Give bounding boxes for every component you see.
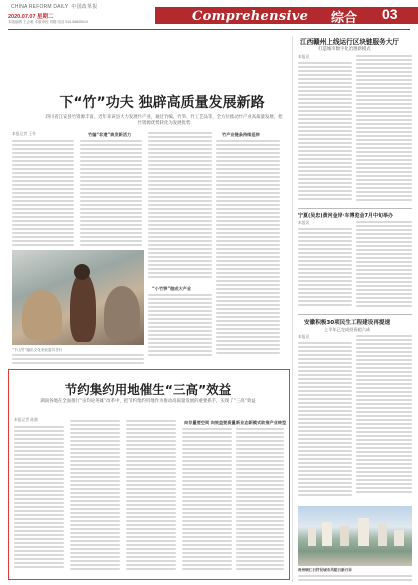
feature-column-1 (14, 426, 64, 574)
right-story-3-headline: 安徽积极30项民生工程建设再提速 (304, 320, 391, 326)
photo-building (394, 530, 404, 546)
photo-building (322, 522, 332, 546)
right-story-3-deck: 上半年已完成投资超六成 (324, 327, 371, 332)
photo-building (340, 526, 349, 546)
photo-background-crowd (22, 290, 62, 340)
right-photo-caption-text (298, 575, 412, 581)
page-number: 03 (382, 6, 398, 22)
editor-meta: 本版编辑 王会聪 本版审校 刘晓 电话 010-56805010 (8, 20, 88, 24)
feature-headline: 节约集约用地催生“三高”效益 (64, 382, 232, 397)
section-name-cn: 综合 (331, 11, 358, 26)
lead-column-2 (80, 140, 142, 248)
photo-figure (70, 272, 96, 342)
right-story-2-byline: 本报讯 (298, 221, 310, 225)
lead-subhead-1: 竹编“非遗”焕发新活力 (88, 132, 132, 137)
right-divider-1 (298, 208, 412, 209)
feature-column-2 (70, 420, 120, 574)
photo-building (308, 528, 316, 546)
photo-building (358, 518, 369, 546)
header-rule (8, 29, 410, 30)
paper-name-cn: 中国改革报 (71, 4, 98, 10)
feature-column-5 (236, 428, 284, 574)
right-story-3-column-1 (298, 342, 352, 502)
column-divider (292, 36, 293, 582)
right-photo (298, 506, 412, 566)
lead-photo (12, 250, 144, 345)
photo-background-crowd-right (104, 286, 140, 341)
feature-column-3 (126, 420, 176, 574)
paper-name: CHINA REFORM DAILY (11, 4, 69, 10)
lead-byline: 本报记者 王冬 (12, 132, 36, 136)
right-story-1-column-1 (298, 62, 352, 204)
feature-byline: 本报记者 陈湘 (14, 418, 38, 422)
right-divider-2 (298, 314, 412, 315)
section-name-en: Comprehensive (192, 9, 309, 24)
lead-column-1 (12, 140, 74, 248)
lead-column-3 (148, 132, 212, 282)
right-story-2-column-2 (356, 221, 412, 310)
lead-deck: 四川省江安县竹资源丰富，近年来该县大力发展竹产业，通过竹编、竹笋、竹工艺品等，全方位推动竹产业高质量发展，把竹资源优势转化为发展优势 (45, 115, 283, 126)
lead-photo-caption-text (12, 354, 144, 364)
lead-column-3b (148, 294, 212, 360)
right-story-2-headline: 宁夏(吴忠)黄河金岸·车博览会7月中旬举办 (298, 213, 393, 219)
right-photo-caption: 贵州铜仁石阡县城市风貌日新月异 (298, 568, 352, 572)
lead-headline: 下“竹”功夫 独辟高质量发展新路 (59, 95, 265, 111)
photo-figure-head (74, 264, 90, 280)
issue-date: 2020.07.07 星期二 (8, 14, 54, 20)
lead-photo-caption: “千山竹”编出文化来致富共享行 (12, 348, 63, 352)
photo-building (378, 524, 387, 546)
right-story-2-column-1 (298, 228, 352, 310)
lead-subhead-2: 竹产业链条持续延伸 (222, 132, 260, 137)
feature-deck: 湖南各地在全面推行“亩均论英雄”改革中，把节约集约用地作为推动高质量发展的重要抓手，实现了“三高”效益 (40, 399, 256, 404)
feature-subhead-2: 新业态新模式助推产业转型 (236, 420, 287, 425)
masthead (8, 3, 97, 10)
right-story-3-byline: 本报讯 (298, 335, 310, 339)
right-story-1-byline: 本报讯 (298, 55, 310, 59)
right-story-3-column-2 (356, 335, 412, 502)
right-story-1-headline: 江西赣州上线运行区块链服务大厅 (300, 38, 399, 46)
feature-subhead-1: 向存量要空间 向效益要质量 (184, 420, 236, 425)
feature-column-4 (182, 428, 232, 574)
right-story-1-deck: 打造城市数字化治理新模式 (318, 47, 371, 52)
lead-column-4 (216, 140, 280, 360)
lead-subhead-3: “小竹笋”做成大产业 (152, 286, 192, 291)
right-story-1-column-2 (356, 55, 412, 204)
